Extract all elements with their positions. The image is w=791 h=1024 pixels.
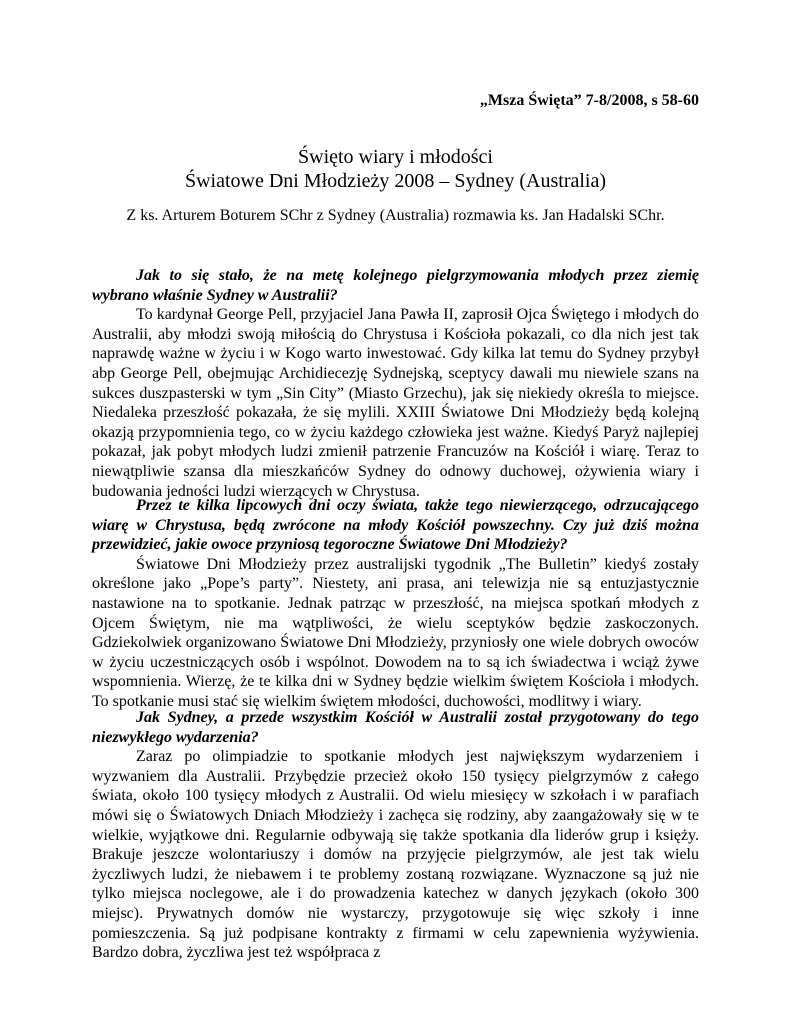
- question-1: Jak to się stało, że na metę kolejnego pielgrzymowania młodych przez ziemię wybrano właśnie Sydney w Australii?: [92, 267, 699, 304]
- answer-3: Zaraz po olimpiadzie to spotkanie młodych jest największym wydarzeniem i wyzwaniem dla Australii. Przybędzie przecież około 150 tysięcy pielgrzymów z całego świata, około 100 tysięcy młodych z Australii. Od wielu miesięcy w szkołach i w parafiach mówi się o Światowych Dniach Młodzieży i zachęca się rodziny, aby zaangażowały się w te wielkie, wyjątkowe dni. Regularnie odbywają się także spotkania dla liderów grup i księży. Brakuje jeszcze wolontariuszy i domów na przyjęcie pielgrzymów, ale jest tak wielu życzliwych ludzi, że niebawem i te problemy zostaną rozwiązane. Wyznaczone są już nie tylko miejsca noclegowe, ale i do prowadzenia katechez w danych językach (około 300 miejsc). Prywatnych domów nie wystarczy, przygotowuje się więc szkoły i inne pomieszczenia. Są już podpisane kontrakty z firmami w celu zapewnienia wyżywienia. Bardzo dobra, życzliwa jest też współpraca z: [92, 748, 699, 962]
- article-title: [0, 145, 791, 193]
- source-citation: „Msza Święta” 7-8/2008, s 58-60: [479, 92, 699, 109]
- byline: Z ks. Arturem Boturem SChr z Sydney (Australia) rozmawia ks. Jan Hadalski SChr.: [126, 207, 665, 224]
- title-line-1: Święto wiary i młodości: [298, 146, 493, 168]
- answer-1: To kardynał George Pell, przyjaciel Jana Pawła II, zaprosił Ojca Świętego i młodych do Australii, aby młodzi swoją miłością do Chrystusa i Kościoła pokazali, co dla nich jest tak naprawdę ważne w życiu i w Kogo warto inwestować. Gdy kilka lat temu do Sydney przybył abp George Pell, obejmując Archidiecezję Sydnejską, sceptycy dawali mu niewiele szans na sukces duszpasterski w tym „Sin City” (Miasto Grzechu), jak się niekiedy określa to miejsce. Niedaleka przeszłość pokazała, że się mylili. XXIII Światowe Dni Młodzieży będą kolejną okazją przypomnienia tego, co w życiu każdego człowieka jest ważne. Kiedyś Paryż najlepiej pokazał, jak pobyt młodych ludzi zmienił patrzenie Francuzów na Kościół i wiarę. Teraz to niewątpliwie szansa dla mieszkańców Sydney do odnowy duchowej, ożywienia wiary i budowania jedności ludzi wierzących w Chrystusa.: [92, 306, 699, 500]
- question-3: Jak Sydney, a przede wszystkim Kościół w Australii został przygotowany do tego niezwykłego wydarzenia?: [92, 709, 699, 746]
- title-line-2: Światowe Dni Młodzieży 2008 – Sydney (Australia): [184, 170, 607, 192]
- interview-section-3: [92, 708, 699, 963]
- interview-section-1: [92, 266, 699, 501]
- interview-section-2: [92, 496, 699, 712]
- answer-2: Światowe Dni Młodzieży przez australijski tygodnik „The Bulletin” kiedyś zostały określone jako „Pope’s party”. Niestety, ani prasa, ani telewizja nie są entuzjastycznie nastawione na to spotkanie. Jednak patrząc w przeszłość, na miejsca spotkań młodych z Ojcem Świętym, nie ma wątpliwości, że wielu sceptyków będzie zaskoczonych. Gdziekolwiek organizowano Światowe Dni Młodzieży, przyniosły one wiele dobrych owoców w życiu uczestniczących osób i wspólnot. Dowodem na to są ich świadectwa i wciąż żywe wspomnienia. Wierzę, że te kilka dni w Sydney będzie wielkim świętem Kościoła i młodych. To spotkanie musi stać się wielkim świętem młodości, duchowości, modlitwy i wiary.: [92, 555, 699, 710]
- question-2: Przez te kilka lipcowych dni oczy świata, także tego niewierzącego, odrzucającego wiarę w Chrystusa, będą zwrócone na młody Kościół powszechny. Czy już dziś można przewidzieć, jakie owoce przyniosą tegoroczne Światowe Dni Młodzieży?: [92, 497, 699, 554]
